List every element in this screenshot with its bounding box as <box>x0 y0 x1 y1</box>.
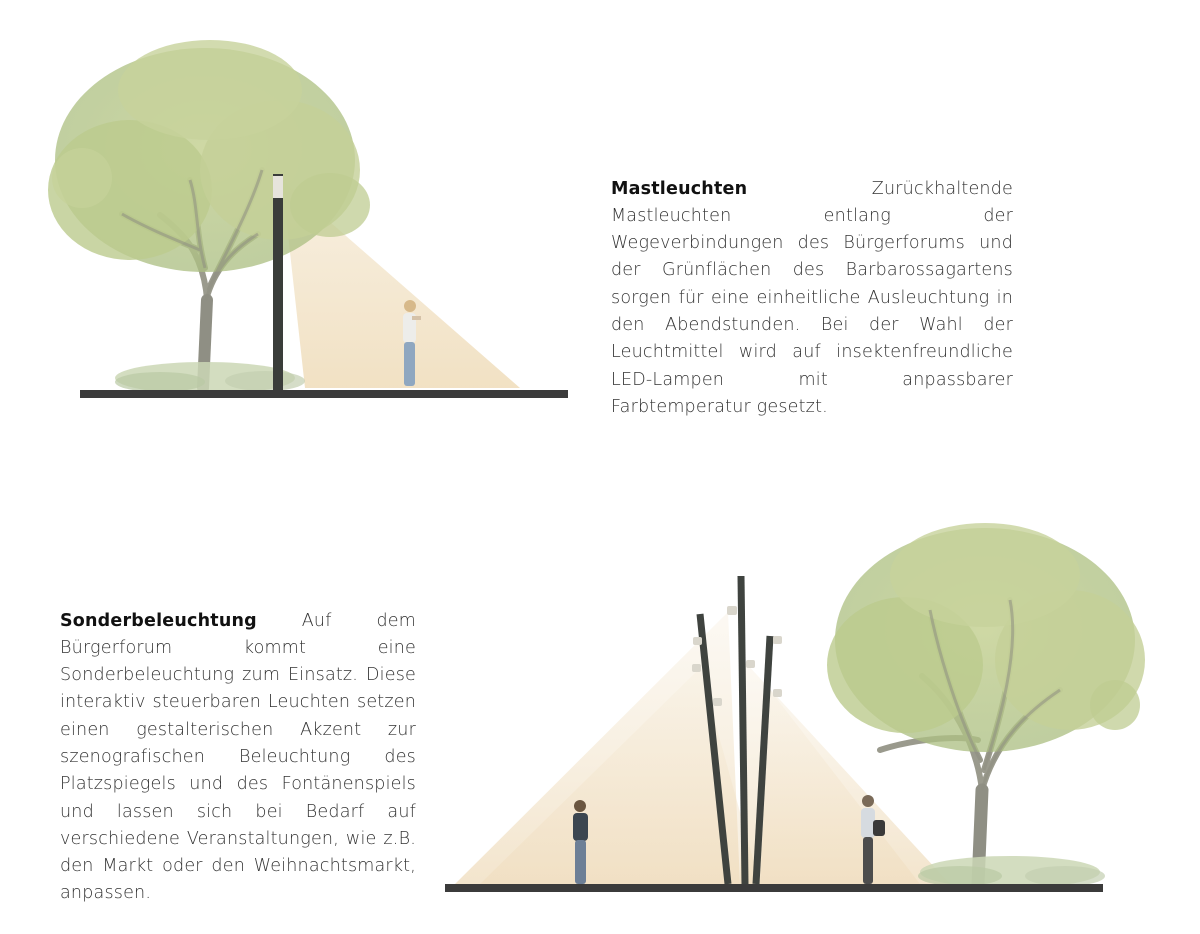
spot-lamp <box>773 689 782 697</box>
light-pole <box>741 576 745 884</box>
mastleuchten-heading: Mastleuchten <box>611 178 748 199</box>
spot-lamp <box>746 660 755 668</box>
lamp-head <box>273 176 283 198</box>
mastleuchten-description <box>611 176 1013 422</box>
mast-light-scene <box>48 40 568 398</box>
sonderbeleuchtung-description <box>60 608 416 908</box>
spot-lamp <box>713 698 722 706</box>
light-pole <box>273 174 283 390</box>
spot-lamp <box>773 636 782 644</box>
sonderbeleuchtung-body: Auf dem Bürgerforum kommt eine Sonderbeleuchtung zum Einsatz. Diese interaktiv steuerbaren Leuchten setzen einen gestalterischen Akzent zur szenografischen Beleuchtung des Platzspiegels und des Fontänenspiels und lassen sich bei Bedarf auf verschiedene Veranstaltungen, wie z.B. den Markt oder den Weihnachtsmarkt, anpassen. <box>60 610 416 904</box>
ground-line <box>80 390 568 398</box>
mastleuchten-body: Zurückhaltende Mastleuchten entlang der Wegeverbindungen des Bürgerforums und der Grünflächen des Barbarossagartens sorgen für eine einheitliche Ausleuchtung in den Abendstunden. Bei der Wahl der Leuchtmittel wird auf insektenfreundliche LED-Lampen mit anpassbarer Farbtemperatur gesetzt. <box>611 178 1013 417</box>
sonderbeleuchtung-heading: Sonderbeleuchtung <box>60 610 257 631</box>
spot-lamp <box>727 606 737 615</box>
ground-line <box>445 884 1103 892</box>
spot-lamp <box>693 637 702 645</box>
spot-lamp <box>692 664 701 672</box>
special-light-scene <box>445 523 1145 892</box>
grass <box>918 856 1105 888</box>
